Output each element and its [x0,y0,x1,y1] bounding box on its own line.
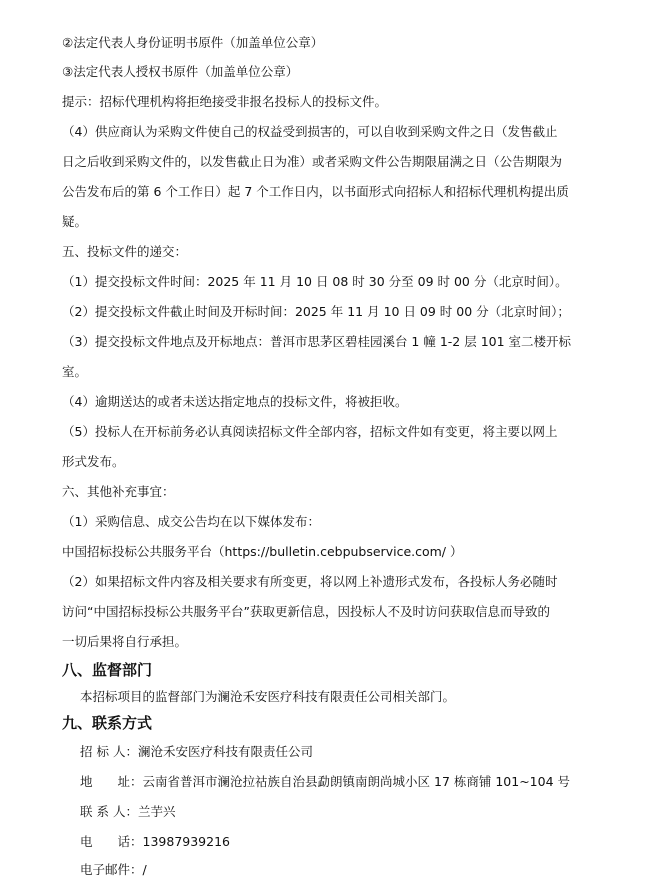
contact-row-phone [80,833,230,851]
text-line: （2）如果招标文件内容及相关要求有所变更，将以网上补遗形式发布，各投标人务必随时 [62,574,558,589]
section-5-heading: 五、投标文件的递交： [62,244,188,259]
contact-value: 云南省普洱市澜沧拉祜族自治县勐朗镇南朗尚城小区 17 栋商铺 101~104 号 [142,774,571,789]
text-line: （2）提交投标文件截止时间及开标时间：2025 年 11 月 10 日 09 时 00 分（北京时间）； [62,304,570,319]
contact-row-address [80,773,570,791]
text-line: 提示：招标代理机构将拒绝接受非报名投标人的投标文件。 [62,94,388,109]
supervision-text: 本招标项目的监督部门为澜沧禾安医疗科技有限责任公司相关部门。 [80,689,456,704]
text-line: 室。 [62,364,88,379]
contact-row-person [80,803,175,821]
section-8-heading: 八、监督部门 [62,661,153,679]
contact-row-email [80,861,147,879]
contact-label: 招 标 人： [80,744,138,759]
platform-link[interactable]: 中国招标投标公共服务平台（https://bulletin.cebpubservice.com/ ） [62,544,463,559]
contact-row-tenderer [80,743,313,761]
text-line: （1）采购信息、成交公告均在以下媒体发布： [62,514,320,529]
contact-value: 13987939216 [142,834,230,849]
text-line: 访问“中国招标投标公共服务平台”获取更新信息，因投标人不及时访问获取信息而导致的 [62,604,550,619]
text-line: （4）供应商认为采购文件使自己的权益受到损害的，可以自收到采购文件之日（发售截止 [62,124,558,139]
contact-label: 电 话： [80,834,143,849]
text-line: 日之后收到采购文件的，以发售截止日为准）或者采购文件公告期限届满之日（公告期限为 [62,154,563,169]
text-line: ②法定代表人身份证明书原件（加盖单位公章） [62,35,324,50]
text-line: （3）提交投标文件地点及开标地点：普洱市思茅区碧桂园溪台 1 幢 1-2 层 101 室二楼开标 [62,334,572,349]
text-line: （4）逾期送达的或者未送达指定地点的投标文件，将被拒收。 [62,394,408,409]
contact-label: 地 址： [80,774,143,789]
text-line: ③法定代表人授权书原件（加盖单位公章） [62,64,299,79]
contact-value: 兰芋兴 [137,804,176,819]
text-line: 疑。 [62,214,88,229]
contact-value: 澜沧禾安医疗科技有限责任公司 [137,744,313,759]
contact-label: 电子邮件： [80,862,143,877]
section-9-heading: 九、联系方式 [62,714,153,732]
section-6-heading: 六、其他补充事宜： [62,484,175,499]
text-line: （1）提交投标文件时间：2025 年 11 月 10 日 08 时 30 分至 09 时 00 分（北京时间）。 [62,274,568,289]
contact-value: / [142,862,147,877]
text-line: （5）投标人在开标前务必认真阅读招标文件全部内容，招标文件如有变更，将主要以网上 [62,424,558,439]
contact-label: 联 系 人： [80,804,138,819]
text-line: 形式发布。 [62,454,125,469]
text-line: 一切后果将自行承担。 [62,634,188,649]
text-line: 公告发布后的第 6 个工作日）起 7 个工作日内，以书面形式向招标人和招标代理机构提出质 [62,184,569,199]
